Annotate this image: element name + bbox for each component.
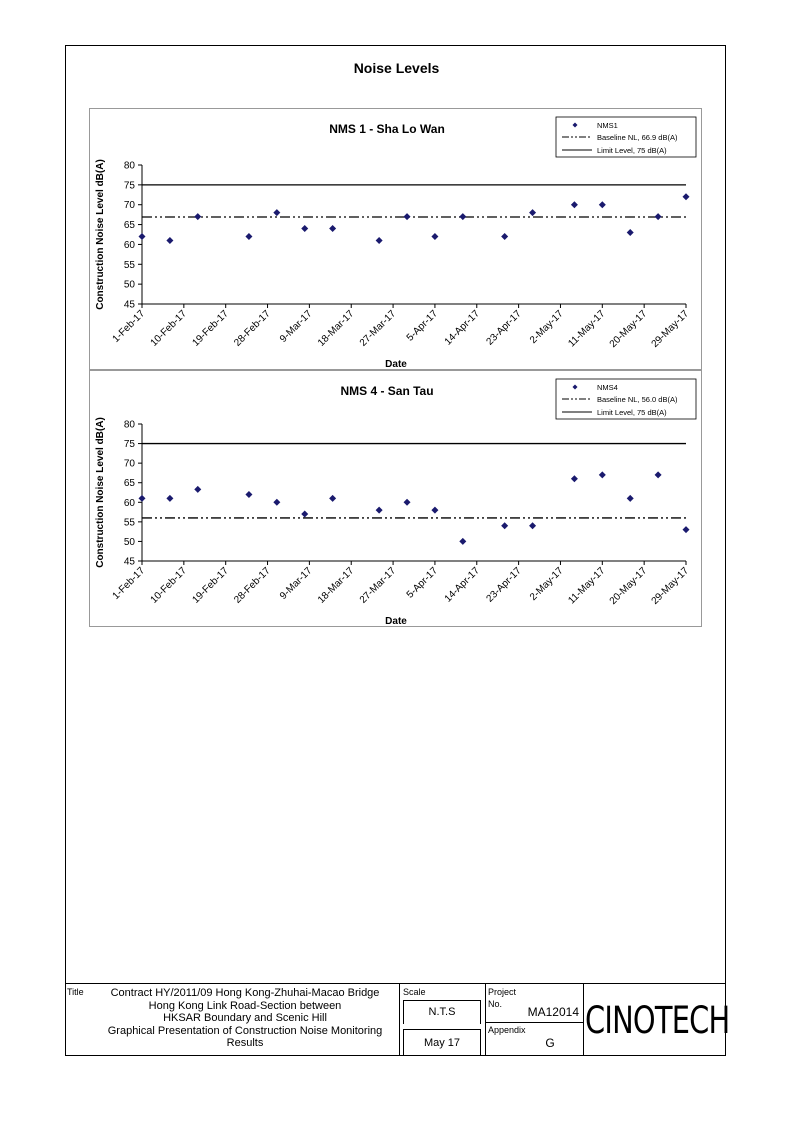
data-point [301, 225, 308, 232]
x-tick-label: 9-Mar-17 [278, 565, 315, 602]
data-point [376, 237, 383, 244]
data-point [627, 229, 634, 236]
data-point [273, 209, 280, 216]
legend-label: Limit Level, 75 dB(A) [597, 146, 667, 155]
data-point [431, 507, 438, 514]
x-tick-label: 28-Feb-17 [232, 565, 273, 606]
y-tick-label: 65 [123, 220, 135, 232]
data-point [599, 201, 606, 208]
company-logo: CINOTECH [585, 999, 730, 1042]
chart-title: NMS 1 - Sha Lo Wan [329, 122, 445, 136]
page-title: Noise Levels [353, 60, 440, 76]
chart-nms1-svg [90, 109, 701, 369]
data-point [404, 499, 411, 506]
x-tick-label: 20-May-17 [607, 308, 650, 350]
legend-label: Baseline NL, 56.0 dB(A) [597, 395, 678, 404]
x-tick-label: 2-May-17 [527, 565, 566, 603]
data-point [245, 233, 252, 240]
y-tick-label: 50 [123, 279, 135, 291]
data-point [599, 471, 606, 478]
data-point [529, 209, 536, 216]
title-line: HKSAR Boundary and Scenic Hill [163, 1012, 327, 1024]
data-point [431, 233, 438, 240]
x-tick-label: 20-May-17 [607, 565, 650, 607]
data-point [376, 507, 383, 514]
data-point [571, 475, 578, 482]
x-tick-label: 5-Apr-17 [404, 565, 441, 601]
date-value: May 17 [423, 1037, 461, 1049]
data-point [459, 538, 466, 545]
data-point [273, 499, 280, 506]
title-block [65, 983, 730, 1056]
chart-nms4-svg [90, 371, 701, 626]
x-tick-label: 28-Feb-17 [232, 308, 273, 349]
x-tick-label: 10-Feb-17 [148, 308, 189, 349]
x-tick-label: 19-Feb-17 [190, 308, 231, 349]
y-tick-label: 65 [123, 478, 135, 490]
y-tick-label: 80 [123, 160, 135, 172]
y-tick-label: 80 [123, 419, 135, 431]
appendix-label: Appendix [488, 1025, 526, 1035]
y-tick-label: 60 [123, 239, 135, 251]
y-tick-label: 60 [123, 497, 135, 509]
x-tick-label: 18-Mar-17 [315, 565, 357, 606]
x-tick-label: 18-Mar-17 [315, 308, 357, 349]
data-point [655, 213, 662, 220]
y-tick-label: 75 [123, 439, 135, 451]
data-point [529, 522, 536, 529]
title-lines [95, 987, 395, 1050]
y-tick-label: 55 [123, 259, 135, 271]
x-tick-label: 14-Apr-17 [442, 308, 482, 348]
title-line: Contract HY/2011/09 Hong Kong-Zhuhai-Macao Bridge [110, 987, 380, 999]
data-point [404, 213, 411, 220]
chart-title: NMS 4 - San Tau [340, 384, 434, 398]
x-tick-label: 29-May-17 [649, 565, 692, 607]
title-line: Graphical Presentation of Construction Noise Monitoring [107, 1024, 383, 1037]
data-point [459, 213, 466, 220]
y-tick-label: 55 [123, 517, 135, 529]
x-tick-label: 23-Apr-17 [484, 565, 524, 605]
x-axis-label: Date [385, 616, 407, 626]
data-point [194, 486, 201, 493]
x-tick-label: 2-May-17 [527, 308, 566, 346]
data-point [655, 471, 662, 478]
appendix-value: G [545, 1036, 555, 1050]
y-tick-label: 70 [123, 200, 135, 212]
data-point [245, 491, 252, 498]
x-tick-label: 11-May-17 [566, 308, 608, 350]
data-point [501, 233, 508, 240]
title-label: Title [67, 987, 84, 997]
chart-nms1 [89, 108, 702, 370]
x-tick-label: 29-May-17 [649, 308, 692, 350]
legend-label: Limit Level, 75 dB(A) [597, 408, 667, 417]
data-point [683, 193, 690, 200]
data-point [329, 225, 336, 232]
y-tick-label: 45 [123, 299, 135, 311]
data-point [139, 495, 146, 502]
legend-label: NMS1 [597, 121, 618, 130]
no-label: No. [488, 999, 503, 1009]
x-tick-label: 27-Mar-17 [357, 565, 399, 606]
x-tick-label: 1-Feb-17 [110, 308, 148, 345]
data-point [139, 233, 146, 240]
x-axis-label: Date [385, 359, 407, 369]
chart-nms4 [89, 370, 702, 627]
data-point [571, 201, 578, 208]
x-tick-label: 27-Mar-17 [357, 308, 399, 349]
x-tick-label: 10-Feb-17 [148, 565, 189, 606]
x-tick-label: 23-Apr-17 [484, 308, 524, 348]
data-point [329, 495, 336, 502]
legend-label: NMS4 [597, 383, 618, 392]
project-no: MA12014 [527, 1005, 579, 1019]
x-tick-label: 11-May-17 [566, 565, 608, 607]
data-point [194, 213, 201, 220]
x-tick-label: 1-Feb-17 [110, 565, 148, 602]
data-point [501, 522, 508, 529]
scale-label: Scale [403, 987, 426, 997]
y-tick-label: 45 [123, 556, 135, 568]
title-line: Results [226, 1037, 264, 1049]
y-tick-label: 50 [123, 536, 135, 548]
x-tick-label: 9-Mar-17 [278, 308, 315, 345]
y-tick-label: 70 [123, 458, 135, 470]
x-tick-label: 14-Apr-17 [442, 565, 482, 605]
scale-value: N.T.S [428, 1006, 456, 1018]
y-axis-label: Construction Noise Level dB(A) [95, 159, 106, 310]
y-tick-label: 75 [123, 180, 135, 192]
legend-label: Baseline NL, 66.9 dB(A) [597, 133, 678, 142]
data-point [683, 526, 690, 533]
data-point [627, 495, 634, 502]
data-point [166, 495, 173, 502]
x-tick-label: 5-Apr-17 [404, 308, 441, 344]
project-label: Project [488, 987, 517, 997]
data-point [301, 511, 308, 518]
y-axis-label: Construction Noise Level dB(A) [95, 417, 106, 568]
data-point [166, 237, 173, 244]
title-line: Hong Kong Link Road-Section between [148, 999, 342, 1012]
x-tick-label: 19-Feb-17 [190, 565, 231, 606]
